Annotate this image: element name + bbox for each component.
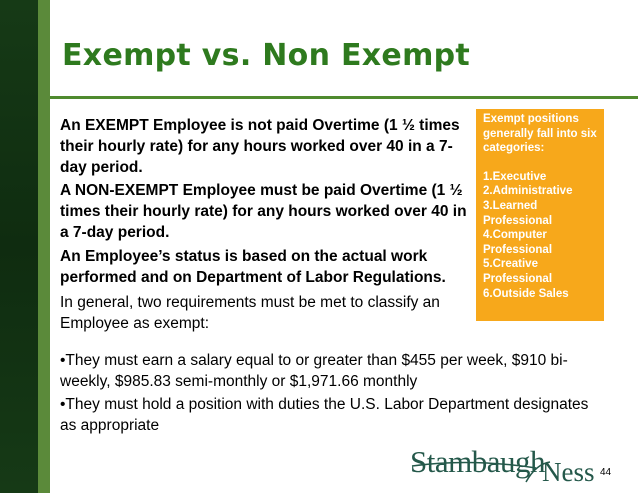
paragraph-exempt: An EXEMPT Employee is not paid Overtime (1 ½ times their hourly rate) for any hours worked over 40 in a 7-day period.	[60, 117, 460, 176]
category-item: 6.Outside Sales	[483, 287, 569, 300]
title-divider	[50, 96, 638, 99]
company-logo	[410, 444, 595, 487]
logo-text-main: Stambaugh	[410, 444, 545, 479]
exempt-categories-list	[483, 170, 600, 301]
bullet-salary: •They must earn a salary equal to or greater than $455 per week, $910 bi-weekly, $985.83 semi-monthly or $1,971.66 monthly	[60, 352, 568, 390]
slide-title: Exempt vs. Non Exempt	[62, 38, 471, 73]
paragraph-non-exempt: A NON-EXEMPT Employee must be paid Overtime (1 ½ times their hourly rate) for any hours worked over 40 in a 7-day period.	[60, 182, 467, 241]
category-item: 5.Creative Professional	[483, 258, 553, 285]
top-bar	[50, 0, 638, 28]
sidebar-light-band	[38, 0, 50, 493]
category-item: 1.Executive	[483, 170, 547, 183]
bullet-duties: •They must hold a position with duties the U.S. Labor Department designates as appropriate	[60, 396, 589, 434]
category-item: 2.Administrative	[483, 185, 573, 198]
paragraph-status: An Employee’s status is based on the actual work performed and on Department of Labor Regulations.	[60, 248, 446, 286]
logo-text-sub: Ness	[542, 457, 595, 487]
exempt-categories-heading: Exempt positions generally fall into six categories:	[483, 113, 597, 155]
category-item: 4.Computer Professional	[483, 229, 553, 256]
page-number: 44	[600, 467, 612, 478]
paragraph-requirements: In general, two requirements must be met to classify an Employee as exempt:	[60, 294, 440, 332]
category-item: 3.Learned Professional	[483, 199, 553, 227]
sidebar-dark-band	[0, 0, 38, 493]
exempt-categories-box	[476, 109, 604, 321]
